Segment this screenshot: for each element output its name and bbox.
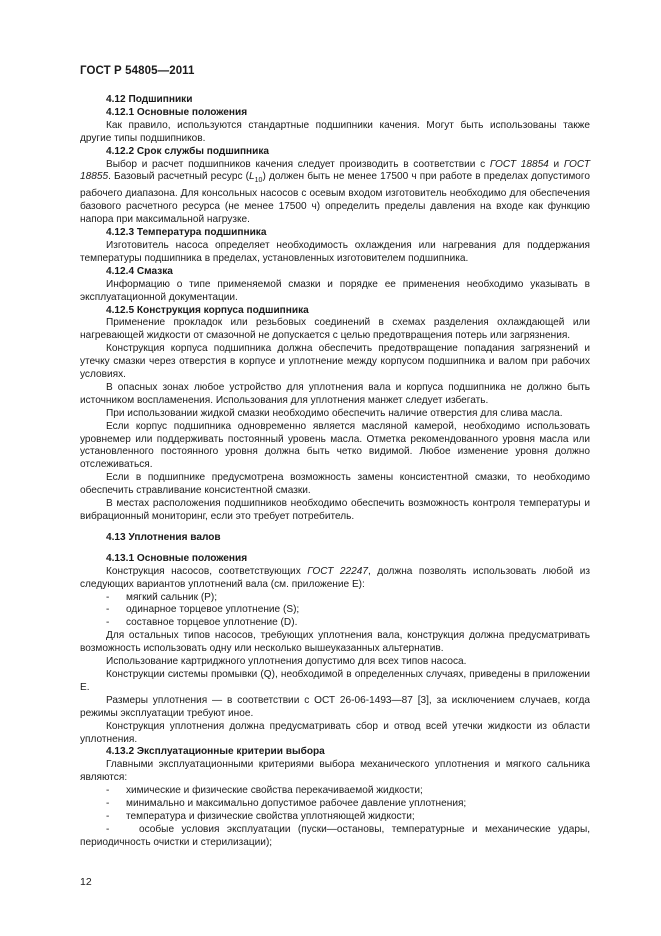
text-run: ) должен быть не менее 17500 ч при работе в пределах допустимого рабочего диапазона. Для консольных насосов с осевым входом изготовитель необходимо для обеспечения базового расчетного ресурса (не менее 17500 ч) определить пределы давления на входе как функцию напора при максимальной нагрузке. <box>80 171 590 226</box>
list-item <box>80 604 590 617</box>
list-dash: - <box>106 591 110 603</box>
list-item <box>80 824 590 850</box>
list-item-text: составное торцевое уплотнение (D). <box>126 617 298 629</box>
text-run: , должна позволять использовать любой из следующих вариантов уплотнений вала (см. приложение Е): <box>80 565 590 590</box>
paragraph: Применение прокладок или резьбовых соединений в схемах разделения охлаждающей или нагревающей жидкости от смазочной не допускается с целью предотвращения потерь или загрязнения. <box>80 317 590 342</box>
list-item-text: одинарное торцевое уплотнение (S); <box>126 604 300 616</box>
section-heading-4-12-2: 4.12.2 Срок службы подшипника <box>106 145 270 157</box>
section-heading-4-13-1: 4.13.1 Основные положения <box>106 552 248 564</box>
list-item <box>80 592 590 605</box>
text-run: и <box>548 158 564 170</box>
list-item-text: особые условия эксплуатации (пуски—остановы, температурные и механические удары, периодичность очистки и стерилизации); <box>80 823 590 848</box>
list-dash: - <box>106 604 110 616</box>
paragraph: В опасных зонах любое устройство для уплотнения вала и корпуса подшипника не должно быть источником воспламенения. Использования для уплотнения манжет следует избегать. <box>80 381 590 406</box>
paragraph: Для остальных типов насосов, требующих уплотнения вала, конструкция должна предусматривать возможность использовать одну или несколько вышеуказанных альтернатив. <box>80 630 590 655</box>
text-run: Конструкция насосов, соответствующих <box>106 565 308 577</box>
section-heading-4-12-1: 4.12.1 Основные положения <box>106 106 248 118</box>
list-dash: - <box>106 617 110 629</box>
section-heading-4-13: 4.13 Уплотнения валов <box>106 531 221 543</box>
paragraph: Если корпус подшипника одновременно является масляной камерой, необходимо использовать уровнемер или поддерживать постоянный уровень масла. Отметка рекомендованного уровня масла или установленного постоянного уровня должна быть четко видимой. Любое изменение уровня должно отслеживаться. <box>80 420 590 471</box>
paragraph: В местах расположения подшипников необходимо обеспечить возможность контроля температуры и вибрационный мониторинг, если это требует потребитель. <box>80 498 590 523</box>
paragraph: Главными эксплуатационными критериями выбора механического уплотнения и мягкого сальника являются: <box>80 759 590 784</box>
section-heading-4-12-5: 4.12.5 Конструкция корпуса подшипника <box>106 304 309 316</box>
paragraph: Размеры уплотнения — в соответствии с ОСТ 26-06-1493—87 [3], за исключением случаев, когда режимы эксплуатации требуют иное. <box>80 694 590 719</box>
paragraph: Как правило, используются стандартные подшипники качения. Могут быть использованы также другие типы подшипников. <box>80 119 590 144</box>
text-run: . Базовый расчетный ресурс ( <box>108 171 250 183</box>
paragraph <box>80 159 590 228</box>
paragraph: Конструкция уплотнения должна предусматривать сбор и отвод всей утечки жидкости из области уплотнения. <box>80 720 590 745</box>
formula-symbol: L <box>249 171 255 183</box>
list-dash: - <box>106 823 110 835</box>
document-body <box>80 94 590 850</box>
standard-reference: ГОСТ 18854 <box>489 158 549 170</box>
document-header: ГОСТ Р 54805—2011 <box>80 65 195 77</box>
paragraph: Изготовитель насоса определяет необходимость охлаждения или нагревания для поддержания температуры подшипника в пределах, установленных изготовителем подшипника. <box>80 239 590 264</box>
paragraph: Конструкции системы промывки (Q), необходимой в определенных случаях, приведены в приложении Е. <box>80 668 590 693</box>
paragraph: Если в подшипнике предусмотрена возможность замены консистентной смазки, то необходимо обеспечить стравливание консистентной смазки. <box>80 472 590 497</box>
list-item <box>80 617 590 630</box>
list-item <box>80 798 590 811</box>
list-item-text: минимально и максимально допустимое рабочее давление уплотнения; <box>126 798 467 810</box>
section-heading-4-12-4: 4.12.4 Смазка <box>106 265 173 277</box>
list-item <box>80 811 590 824</box>
standard-reference: ГОСТ 22247 <box>307 565 368 577</box>
paragraph: Информацию о типе применяемой смазки и порядке ее применения необходимо указывать в эксплуатационной документации. <box>80 278 590 303</box>
text-run: Выбор и расчет подшипников качения следует производить в соответствии с <box>106 158 490 170</box>
list-dash: - <box>106 798 110 810</box>
section-heading-4-13-2: 4.13.2 Эксплуатационные критерии выбора <box>106 746 325 758</box>
list-item-text: мягкий сальник (Р); <box>126 591 218 603</box>
list-item-text: температура и физические свойства уплотняющей жидкости; <box>126 810 415 822</box>
paragraph: Использование картриджного уплотнения допустимо для всех типов насоса. <box>106 656 467 668</box>
list-item <box>80 785 590 798</box>
paragraph: Конструкция корпуса подшипника должна обеспечить предотвращение попадания загрязнений и утечку смазки через отверстия в корпусе и уплотнение между корпусом подшипника и валом при рабочих условиях. <box>80 343 590 381</box>
paragraph: При использовании жидкой смазки необходимо обеспечить наличие отверстия для слива масла. <box>106 407 563 419</box>
list-dash: - <box>106 785 110 797</box>
section-heading-4-12-3: 4.12.3 Температура подшипника <box>106 227 267 239</box>
list-dash: - <box>106 810 110 822</box>
section-heading-4-12: 4.12 Подшипники <box>106 94 193 105</box>
list-item-text: химические и физические свойства перекачиваемой жидкости; <box>126 785 423 797</box>
standard-reference: ГОСТ 18855 <box>80 158 590 183</box>
formula-subscript: 10 <box>254 177 263 185</box>
page-number: 12 <box>80 876 92 888</box>
paragraph <box>80 566 590 592</box>
